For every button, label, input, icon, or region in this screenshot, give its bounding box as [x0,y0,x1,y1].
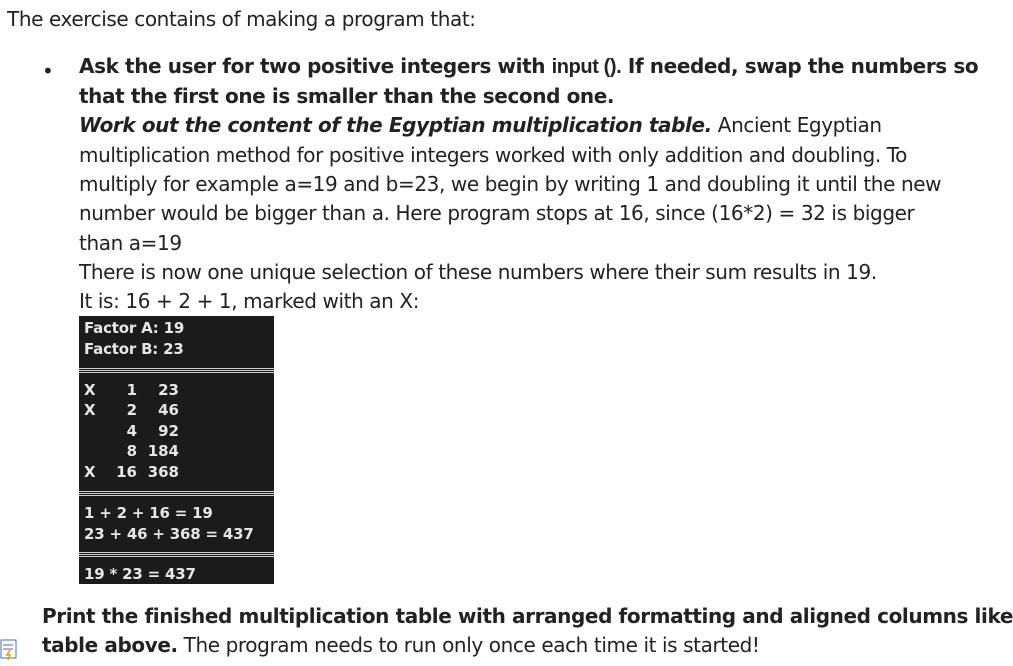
para-line-1 [79,52,978,82]
footer-line-2b: The program needs to run only once each time it is started! [177,633,760,657]
footer-line-1-text: Print the finished multiplication table with arranged formatting and aligned columns like [42,604,1013,628]
para-line-4: multiplication method for positive integers worked with only addition and doubling. To [79,143,907,167]
row-mark: X [84,381,96,399]
para-line-3 [79,111,882,140]
factor-a-line: Factor A: 19 [84,319,185,337]
factor-b-line: Factor B: 23 [84,340,184,358]
comment-note-icon[interactable] [0,636,18,662]
console-output [79,316,274,584]
para-line-1c: If needed, swap the numbers so [621,54,979,78]
para-line-2: that the first one is smaller than the second one. [79,84,615,108]
row-b-value: 184 [147,442,179,460]
table-row [79,400,274,420]
footer-line-1 [42,602,1013,631]
sum-b-line: 23 + 46 + 368 = 437 [84,525,254,543]
para-line-7: than a=19 [79,231,182,255]
table-row [79,462,274,482]
para-line-3b: Ancient Egyptian [711,113,882,137]
console-separator [79,491,274,496]
sum-a-line: 1 + 2 + 16 = 19 [84,504,213,522]
console-separator [79,552,274,557]
row-b-value: 368 [147,463,179,481]
intro-text: The exercise contains of making a program that: [7,7,476,31]
row-b-value: 92 [158,422,179,440]
row-b-value: 23 [158,381,179,399]
row-a-value: 2 [126,401,137,419]
bullet-marker: • [42,59,54,83]
row-a-value: 8 [126,442,137,460]
row-a-value: 1 [126,381,137,399]
para-line-8: There is now one unique selection of these numbers where their sum results in 19. [79,260,877,284]
row-mark: X [84,463,96,481]
console-separator [79,368,274,373]
row-a-value: 16 [116,463,137,481]
table-row [79,441,274,461]
footer-line-2a: table above. [42,633,178,657]
row-a-value: 4 [126,422,137,440]
input-function-text: input (). [551,56,622,78]
table-row [79,380,274,400]
para-line-1a: Ask the user for two positive integers with [79,54,552,78]
para-line-9: It is: 16 + 2 + 1, marked with an X: [79,289,420,313]
footer-line-2 [42,631,760,660]
para-line-5: multiply for example a=19 and b=23, we begin by writing 1 and doubling it until the new [79,172,942,196]
para-line-6: number would be bigger than a. Here program stops at 16, since (16*2) = 32 is bigger [79,201,915,225]
row-b-value: 46 [158,401,179,419]
row-mark: X [84,401,96,419]
product-line: 19 * 23 = 437 [84,565,196,583]
task-heading: Work out the content of the Egyptian multiplication table. [79,113,712,137]
table-row [79,421,274,441]
